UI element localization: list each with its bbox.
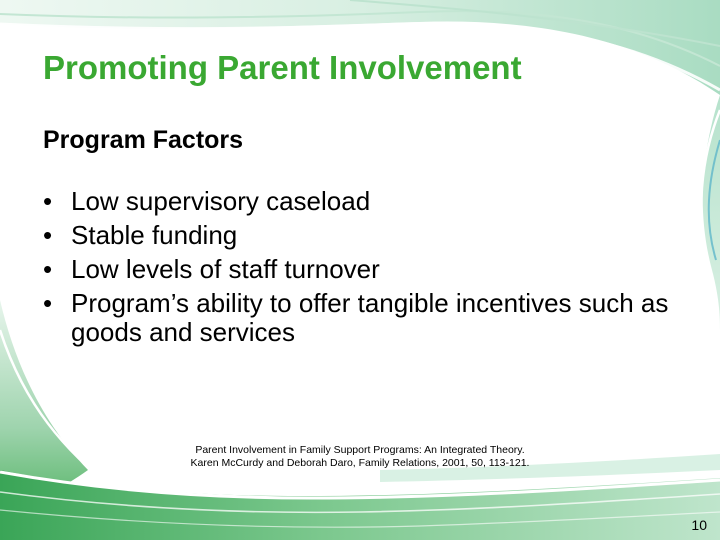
bullet-marker: • [43,254,53,284]
bullet-item [43,255,683,284]
citation [0,444,720,470]
citation-authors: Karen McCurdy and Deborah Daro, Family Relations, 2001, 50, 113-121. [190,457,530,469]
bullet-item [43,187,683,216]
page-number: 10 [691,517,707,533]
bullet-marker: • [43,186,53,216]
bullet-text: Program’s ability to offer tangible incentives such as goods and services [71,288,669,347]
slide-title: Promoting Parent Involvement [43,49,522,86]
bullet-item [43,221,683,250]
slide-subtitle: Program Factors [43,126,244,154]
bullet-text: Low levels of staff turnover [71,254,380,284]
bullet-item [43,289,683,347]
bullet-marker: • [43,220,53,250]
bullet-text: Stable funding [71,220,238,250]
citation-title: Parent Involvement in Family Support Programs: An Integrated Theory. [195,444,525,456]
bullet-text: Low supervisory caseload [71,186,371,216]
bullet-marker: • [43,288,53,318]
bullet-list [43,187,683,352]
